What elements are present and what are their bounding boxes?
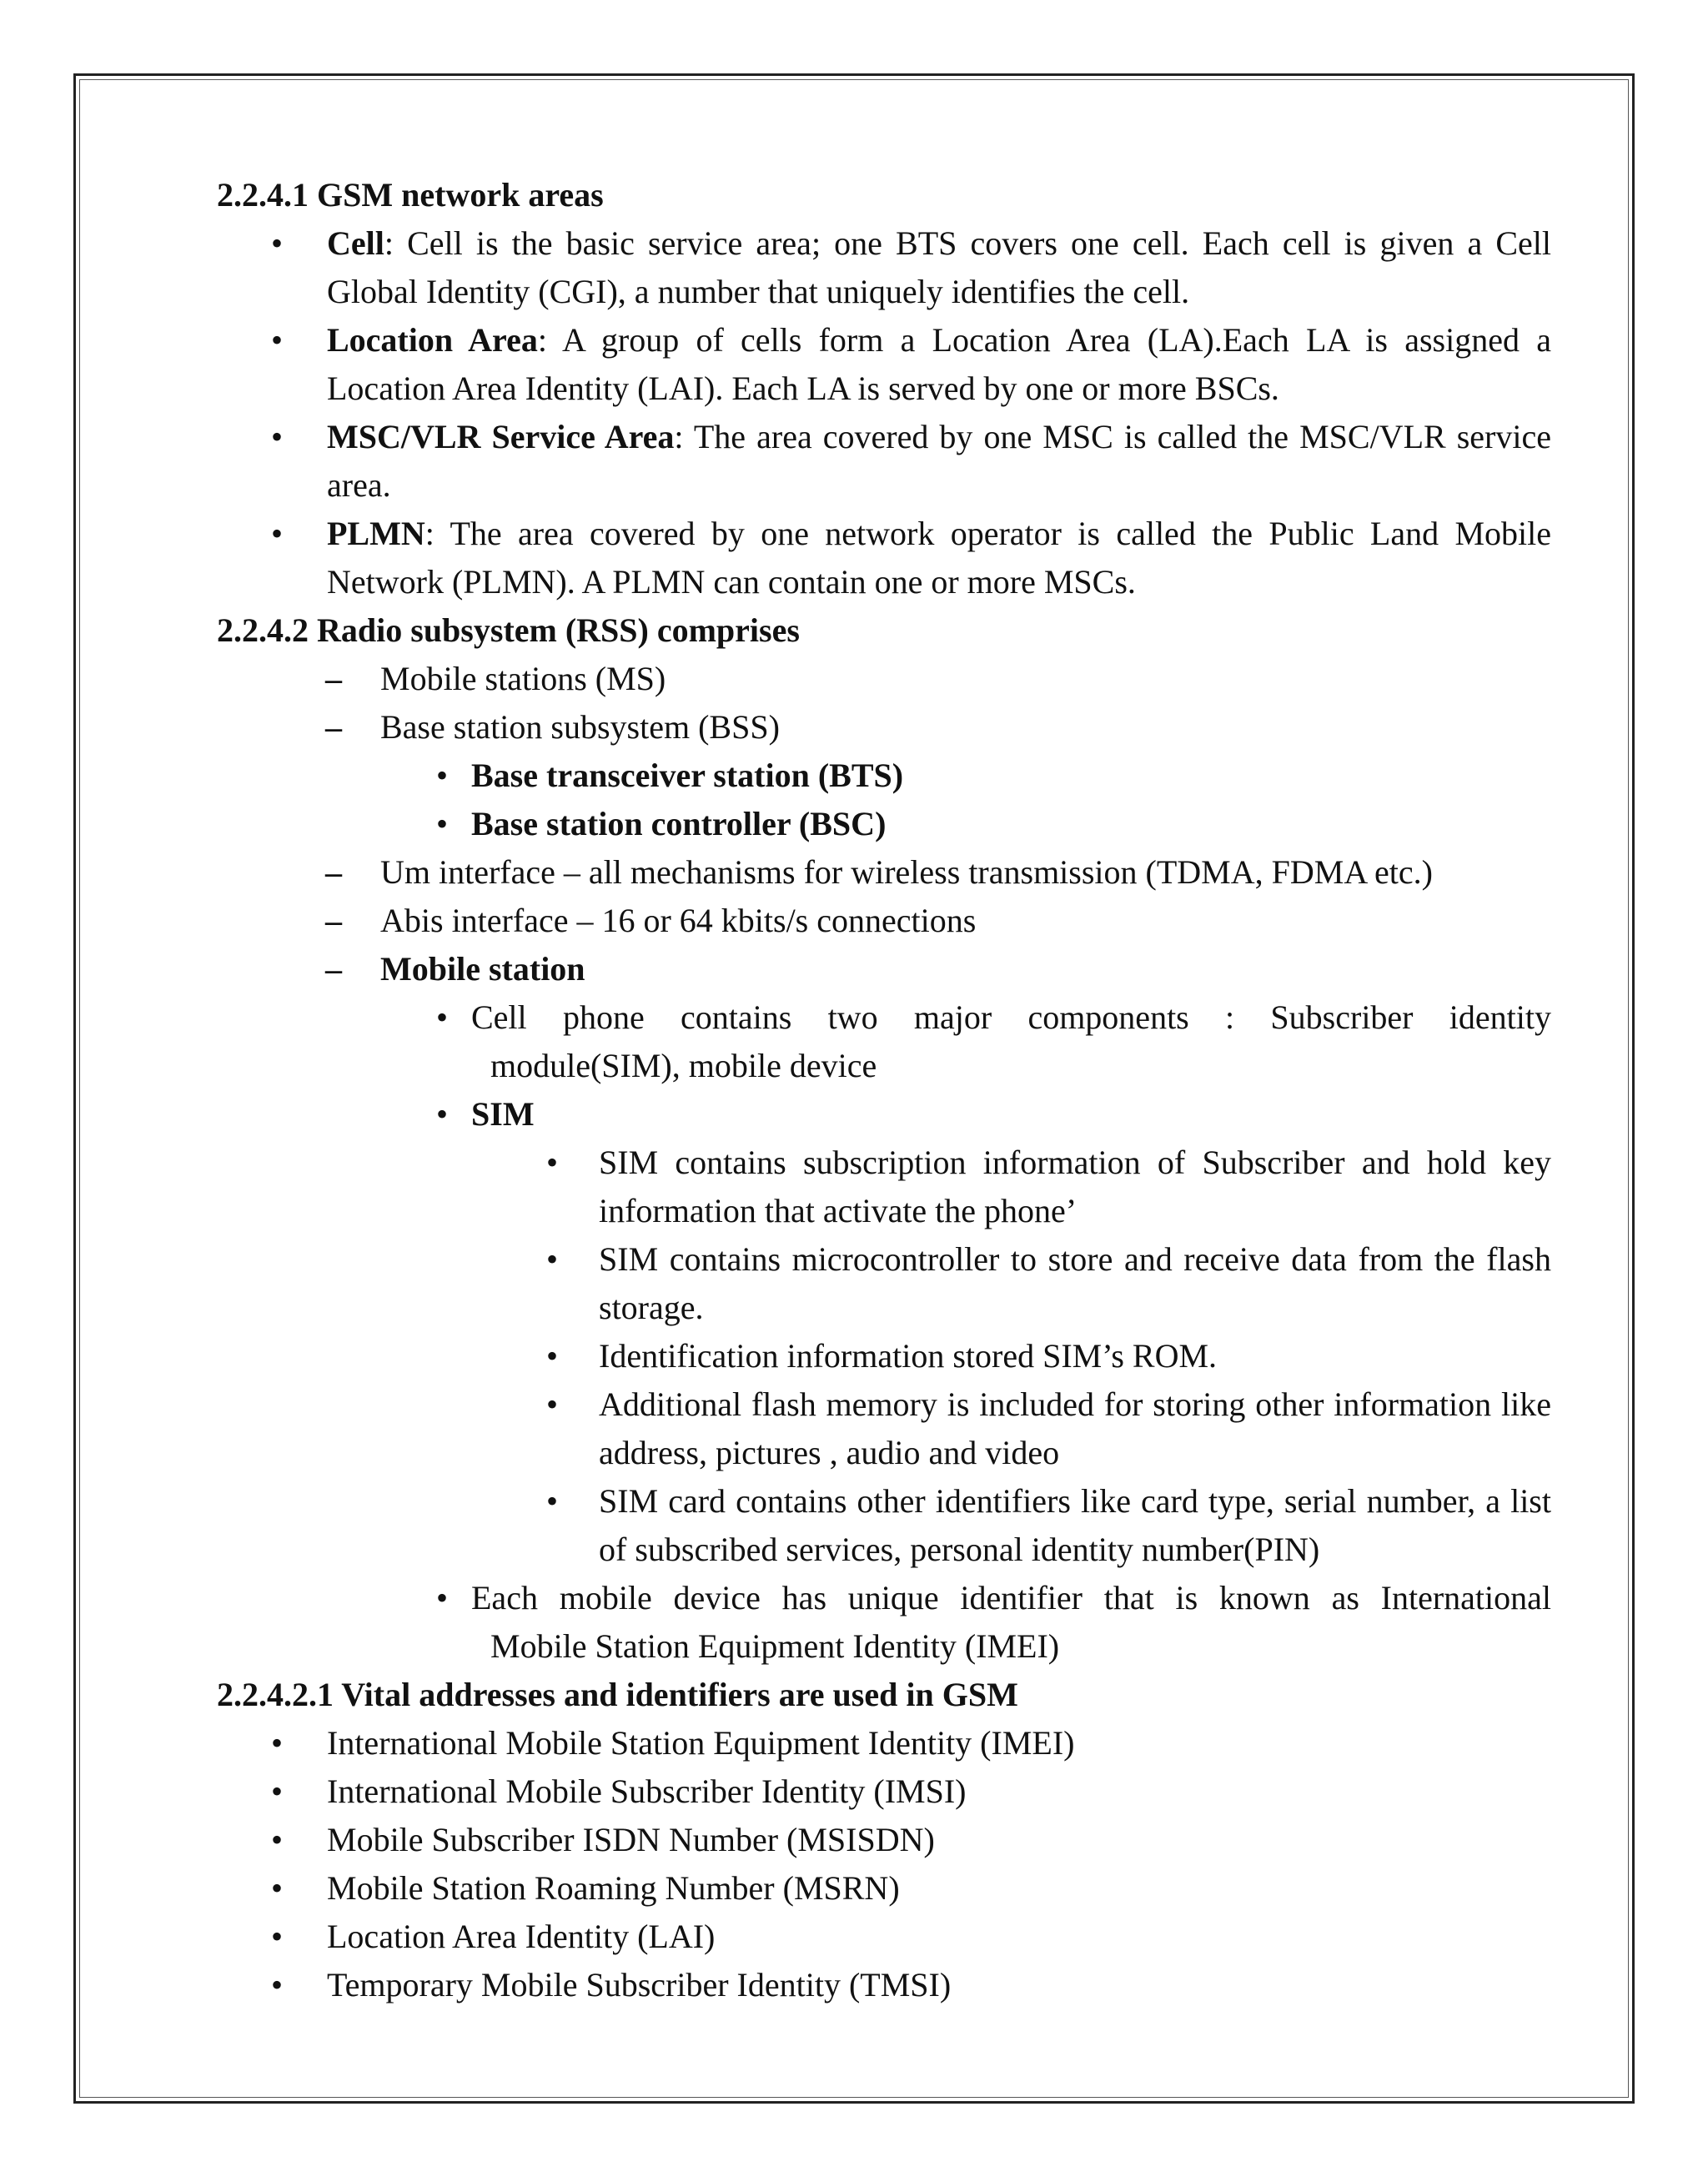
list-item-bss	[325, 703, 1551, 752]
list-item-abis-interface	[325, 897, 1551, 945]
item-text: Mobile Subscriber ISDN Number (MSISDN)	[327, 1821, 935, 1858]
bullet-icon: •	[271, 1821, 284, 1858]
document-body	[217, 171, 1551, 2009]
term-plmn: PLMN	[327, 515, 425, 552]
item-text: Mobile Station Roaming Number (MSRN)	[327, 1869, 900, 1907]
list-item-mobile-stations	[325, 655, 1551, 703]
bullet-icon: •	[271, 515, 284, 552]
bullet-icon: •	[436, 1579, 449, 1616]
list-item-imei	[436, 1574, 1551, 1671]
definition-msc-vlr-service-area: : The area covered by one MSC is called the MSC/VLR service area.	[327, 418, 1551, 504]
bullet-icon: •	[271, 1869, 284, 1907]
item-text-line-2: module(SIM), mobile device	[490, 1047, 877, 1084]
bullet-icon: •	[271, 1918, 284, 1955]
list-item-sim-identification	[546, 1332, 1551, 1380]
list-item-tmsi	[271, 1961, 1551, 2009]
dash-icon: –	[325, 950, 342, 988]
list-item-sim	[436, 1090, 1551, 1139]
bullet-icon: •	[271, 1724, 284, 1762]
list-item-imei-identifier	[271, 1719, 1551, 1767]
bullet-icon: •	[546, 1144, 559, 1181]
item-text: Location Area Identity (LAI)	[327, 1918, 716, 1955]
item-text: Mobile station	[380, 950, 585, 988]
term-msc-vlr-service-area: MSC/VLR Service Area	[327, 418, 675, 455]
list-item-lai	[271, 1913, 1551, 1961]
list-item-bts	[436, 752, 1551, 800]
dash-icon: –	[325, 853, 342, 891]
list-item-cell-phone-components	[436, 993, 1551, 1090]
bullet-icon: •	[546, 1482, 559, 1520]
definition-cell: : Cell is the basic service area; one BTS covers one cell. Each cell is given a Cell Global Identity (CGI), a number that uniquely identifies the cell.	[327, 224, 1551, 310]
list-item-sim-subscription	[546, 1139, 1551, 1235]
heading-vital-identifiers: 2.2.4.2.1 Vital addresses and identifiers are used in GSM	[217, 1676, 1018, 1713]
bullet-icon: •	[271, 418, 284, 455]
list-item-imsi	[271, 1767, 1551, 1816]
bullet-icon: •	[271, 1772, 284, 1810]
list-item-msc-vlr-service-area	[271, 413, 1551, 510]
bullet-icon: •	[546, 1240, 559, 1278]
item-text: Identification information stored SIM’s ROM.	[599, 1337, 1218, 1375]
item-text: International Mobile Station Equipment Identity (IMEI)	[327, 1724, 1075, 1762]
item-text: Abis interface – 16 or 64 kbits/s connections	[380, 902, 977, 939]
list-item-sim-microcontroller	[546, 1235, 1551, 1332]
list-item-sim-card-identifiers	[546, 1477, 1551, 1574]
list-item-plmn	[271, 510, 1551, 606]
item-text: Um interface – all mechanisms for wireless transmission (TDMA, FDMA etc.)	[380, 853, 1433, 891]
bullet-icon: •	[546, 1337, 559, 1375]
list-item-um-interface	[325, 848, 1551, 897]
bullet-icon: •	[546, 1385, 559, 1423]
item-text: International Mobile Subscriber Identity (IMSI)	[327, 1772, 967, 1810]
item-text: SIM contains subscription information of Subscriber and hold key information that activate the phone’	[599, 1144, 1551, 1229]
heading-gsm-network-areas: 2.2.4.1 GSM network areas	[217, 176, 604, 214]
item-text: SIM contains microcontroller to store and receive data from the flash storage.	[599, 1240, 1551, 1326]
list-item-sim-flash-memory	[546, 1380, 1551, 1477]
bullet-icon: •	[271, 224, 284, 262]
dash-icon: –	[325, 660, 342, 697]
list-item-bsc	[436, 800, 1551, 848]
bullet-icon: •	[271, 1966, 284, 2004]
item-text: Additional flash memory is included for storing other information like address, pictures , audio and video	[599, 1385, 1551, 1471]
definition-plmn: : The area covered by one network operator is called the Public Land Mobile Network (PLMN). A PLMN can contain one or more MSCs.	[327, 515, 1551, 601]
bullet-icon: •	[436, 998, 449, 1036]
term-location-area: Location Area	[327, 321, 538, 359]
bullet-icon: •	[436, 757, 449, 794]
item-text: Base station subsystem (BSS)	[380, 708, 780, 746]
item-text: Mobile stations (MS)	[380, 660, 666, 697]
dash-icon: –	[325, 708, 342, 746]
bullet-icon: •	[436, 805, 449, 842]
item-text: SIM	[471, 1095, 535, 1133]
item-text: Base transceiver station (BTS)	[471, 757, 904, 794]
item-text-line-1: Each mobile device has unique identifier that is known as International	[471, 1579, 1551, 1616]
dash-icon: –	[325, 902, 342, 939]
item-text-line-1: Cell phone contains two major components : Subscriber identity	[471, 998, 1551, 1036]
list-item-location-area	[271, 316, 1551, 413]
definition-location-area: : A group of cells form a Location Area (LA).Each LA is assigned a Location Area Identity (LAI). Each LA is served by one or more BSCs.	[327, 321, 1551, 407]
bullet-icon: •	[271, 321, 284, 359]
list-item-msisdn	[271, 1816, 1551, 1864]
item-text: SIM card contains other identifiers like card type, serial number, a list of subscribed services, personal identity number(PIN)	[599, 1482, 1551, 1568]
item-text: Temporary Mobile Subscriber Identity (TMSI)	[327, 1966, 952, 2004]
bullet-icon: •	[436, 1095, 449, 1133]
heading-radio-subsystem: 2.2.4.2 Radio subsystem (RSS) comprises	[217, 611, 800, 649]
list-item-mobile-station	[325, 945, 1551, 993]
list-item-cell	[271, 219, 1551, 316]
list-item-msrn	[271, 1864, 1551, 1913]
item-text: Base station controller (BSC)	[471, 805, 887, 842]
term-cell: Cell	[327, 224, 384, 262]
item-text-line-2: Mobile Station Equipment Identity (IMEI)	[490, 1627, 1060, 1665]
